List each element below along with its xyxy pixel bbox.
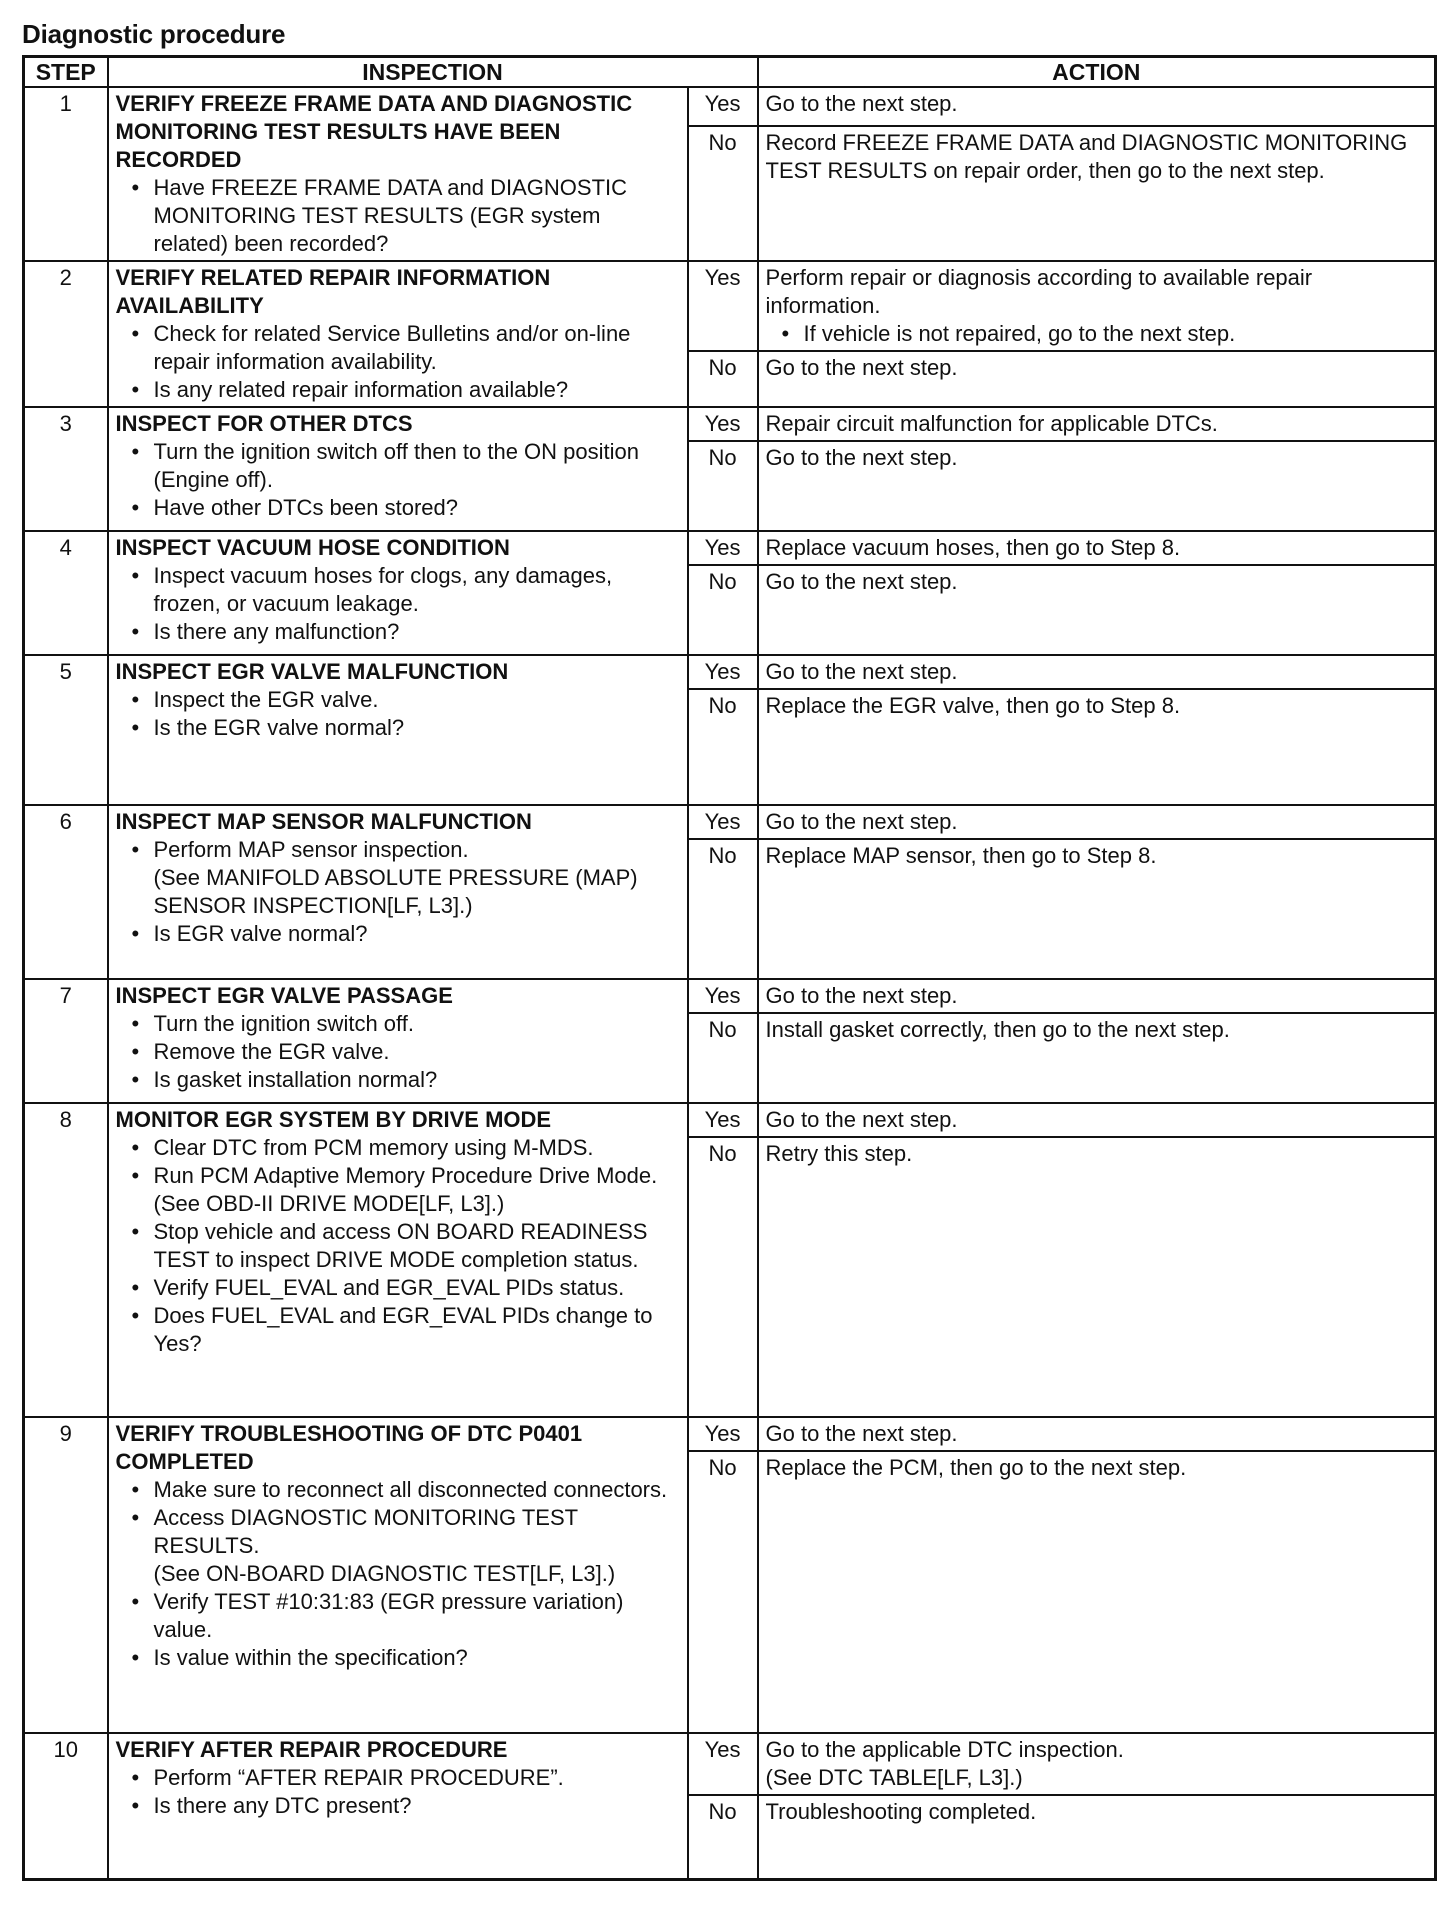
no-action: Replace the EGR valve, then go to Step 8.: [758, 689, 1436, 805]
inspection-bullet: • Turn the ignition switch off.: [154, 1010, 680, 1038]
inspection-bullet: • Have FREEZE FRAME DATA and DIAGNOSTIC MONITORING TEST RESULTS (EGR system related) been recorded?: [154, 174, 680, 258]
inspection-title: VERIFY FREEZE FRAME DATA AND DIAGNOSTIC MONITORING TEST RESULTS HAVE BEEN RECORDED: [115, 91, 633, 172]
step-number: 10: [24, 1733, 108, 1879]
no-action: Replace the PCM, then go to the next step.: [758, 1451, 1436, 1733]
yes-label: Yes: [688, 805, 758, 839]
yes-label: Yes: [688, 1733, 758, 1795]
inspection-header: INSPECTION: [108, 57, 758, 88]
inspection-title: VERIFY RELATED REPAIR INFORMATION AVAILABILITY: [115, 265, 551, 318]
inspection-cell: [108, 655, 688, 805]
inspection-bullet: • Is the EGR valve normal?: [154, 714, 680, 742]
no-label: No: [688, 351, 758, 407]
inspection-title: MONITOR EGR SYSTEM BY DRIVE MODE: [115, 1107, 552, 1132]
inspection-cell: [108, 1103, 688, 1417]
step-number: 8: [24, 1103, 108, 1417]
reference-note: (See OBD-II DRIVE MODE[LF, L3].): [153, 1191, 505, 1216]
step-row-yes: [24, 1733, 1436, 1795]
step-number: 1: [24, 87, 108, 261]
no-action: Go to the next step.: [758, 441, 1436, 531]
yes-action: Go to the next step.: [758, 805, 1436, 839]
inspection-bullet: • Inspect vacuum hoses for clogs, any damages, frozen, or vacuum leakage.: [154, 562, 680, 618]
step-header: STEP: [24, 57, 108, 88]
yes-action: Repair circuit malfunction for applicable DTCs.: [758, 407, 1436, 441]
inspection-bullet: • Is there any malfunction?: [154, 618, 680, 646]
inspection-bullet-text: Access DIAGNOSTIC MONITORING TEST RESULTS.: [153, 1505, 578, 1558]
no-label: No: [688, 441, 758, 531]
yes-action-text: Go to the applicable DTC inspection.: [765, 1737, 1124, 1762]
inspection-bullet: • Does FUEL_EVAL and EGR_EVAL PIDs change to Yes?: [154, 1302, 680, 1358]
yes-label: Yes: [688, 979, 758, 1013]
inspection-cell: [108, 531, 688, 655]
page-title: Diagnostic procedure: [22, 19, 286, 49]
inspection-title: VERIFY AFTER REPAIR PROCEDURE: [115, 1737, 508, 1762]
yes-label: Yes: [688, 655, 758, 689]
inspection-bullet: • Turn the ignition switch off then to the ON position (Engine off).: [154, 438, 680, 494]
yes-action: Go to the next step.: [758, 87, 1436, 126]
no-label: No: [688, 565, 758, 655]
inspection-bullet: • Check for related Service Bulletins and/or on-line repair information availability.: [154, 320, 680, 376]
yes-label: Yes: [688, 407, 758, 441]
inspection-title: VERIFY TROUBLESHOOTING OF DTC P0401 COMPLETED: [115, 1421, 583, 1474]
yes-label: Yes: [688, 1417, 758, 1451]
step-row-yes: [24, 805, 1436, 839]
inspection-bullet: [154, 1162, 680, 1218]
inspection-cell: [108, 1733, 688, 1879]
no-label: No: [688, 1137, 758, 1417]
inspection-title: INSPECT VACUUM HOSE CONDITION: [115, 535, 510, 560]
inspection-bullet: [154, 1504, 680, 1588]
yes-action: Replace vacuum hoses, then go to Step 8.: [758, 531, 1436, 565]
no-action: Go to the next step.: [758, 351, 1436, 407]
step-row-yes: [24, 87, 1436, 126]
inspection-bullet: • Perform “AFTER REPAIR PROCEDURE”.: [154, 1764, 680, 1792]
inspection-bullet: • Make sure to reconnect all disconnected connectors.: [154, 1476, 680, 1504]
step-row-yes: [24, 261, 1436, 351]
step-row-yes: [24, 1103, 1436, 1137]
yes-label: Yes: [688, 87, 758, 126]
inspection-bullet: • Verify TEST #10:31:83 (EGR pressure variation) value.: [154, 1588, 680, 1644]
inspection-bullet: [154, 836, 680, 920]
inspection-bullet: • Inspect the EGR valve.: [154, 686, 680, 714]
inspection-title: INSPECT MAP SENSOR MALFUNCTION: [115, 809, 532, 834]
yes-action: Go to the next step.: [758, 1103, 1436, 1137]
inspection-bullet: • Is there any DTC present?: [154, 1792, 680, 1820]
inspection-bullet: • Remove the EGR valve.: [154, 1038, 680, 1066]
step-number: 2: [24, 261, 108, 407]
yes-action-bullet: • If vehicle is not repaired, go to the next step.: [804, 320, 1428, 348]
no-action: Retry this step.: [758, 1137, 1436, 1417]
action-header: ACTION: [758, 57, 1436, 88]
step-number: 3: [24, 407, 108, 531]
yes-action-text: Perform repair or diagnosis according to available repair information.: [765, 265, 1313, 318]
inspection-cell: [108, 87, 688, 261]
yes-action: Go to the next step.: [758, 655, 1436, 689]
no-label: No: [688, 1013, 758, 1103]
no-action: Record FREEZE FRAME DATA and DIAGNOSTIC MONITORING TEST RESULTS on repair order, then go to the next step.: [758, 126, 1436, 261]
yes-label: Yes: [688, 531, 758, 565]
yes-label: Yes: [688, 1103, 758, 1137]
reference-note: (See ON-BOARD DIAGNOSTIC TEST[LF, L3].): [153, 1561, 616, 1586]
yes-action: Go to the next step.: [758, 1417, 1436, 1451]
step-number: 5: [24, 655, 108, 805]
step-number: 9: [24, 1417, 108, 1733]
reference-note: (See MANIFOLD ABSOLUTE PRESSURE (MAP) SENSOR INSPECTION[LF, L3].): [153, 865, 638, 918]
inspection-cell: [108, 979, 688, 1103]
yes-action: Go to the next step.: [758, 979, 1436, 1013]
inspection-cell: [108, 805, 688, 979]
inspection-bullet: • Is any related repair information available?: [154, 376, 680, 404]
inspection-bullet-text: Perform MAP sensor inspection.: [153, 837, 469, 862]
no-action: Replace MAP sensor, then go to Step 8.: [758, 839, 1436, 979]
step-row-yes: [24, 1417, 1436, 1451]
inspection-bullet: • Clear DTC from PCM memory using M-MDS.: [154, 1134, 680, 1162]
inspection-title: INSPECT EGR VALVE MALFUNCTION: [115, 659, 509, 684]
inspection-cell: [108, 1417, 688, 1733]
inspection-bullet-text: Run PCM Adaptive Memory Procedure Drive Mode.: [153, 1163, 658, 1188]
no-label: No: [688, 839, 758, 979]
no-action: Troubleshooting completed.: [758, 1795, 1436, 1879]
step-row-yes: [24, 655, 1436, 689]
inspection-bullet: • Is EGR valve normal?: [154, 920, 680, 948]
no-action: Install gasket correctly, then go to the next step.: [758, 1013, 1436, 1103]
yes-label: Yes: [688, 261, 758, 351]
inspection-title: INSPECT FOR OTHER DTCS: [115, 411, 413, 436]
diagnostic-procedure-table: [22, 55, 1437, 1881]
inspection-title: INSPECT EGR VALVE PASSAGE: [115, 983, 453, 1008]
inspection-bullet: • Is gasket installation normal?: [154, 1066, 680, 1094]
yes-action: [758, 1733, 1436, 1795]
no-label: No: [688, 1451, 758, 1733]
no-action: Go to the next step.: [758, 565, 1436, 655]
step-number: 6: [24, 805, 108, 979]
yes-action: [758, 261, 1436, 351]
step-row-yes: [24, 531, 1436, 565]
step-row-yes: [24, 407, 1436, 441]
step-number: 7: [24, 979, 108, 1103]
no-label: No: [688, 689, 758, 805]
inspection-cell: [108, 407, 688, 531]
inspection-bullet: • Is value within the specification?: [154, 1644, 680, 1672]
table-header-row: [24, 57, 1436, 88]
inspection-bullet: • Stop vehicle and access ON BOARD READINESS TEST to inspect DRIVE MODE completion status.: [154, 1218, 680, 1274]
step-row-yes: [24, 979, 1436, 1013]
reference-note: (See DTC TABLE[LF, L3].): [765, 1765, 1023, 1790]
inspection-bullet: • Have other DTCs been stored?: [154, 494, 680, 522]
step-number: 4: [24, 531, 108, 655]
no-label: No: [688, 1795, 758, 1879]
no-label: No: [688, 126, 758, 261]
inspection-bullet: • Verify FUEL_EVAL and EGR_EVAL PIDs status.: [154, 1274, 680, 1302]
inspection-cell: [108, 261, 688, 407]
